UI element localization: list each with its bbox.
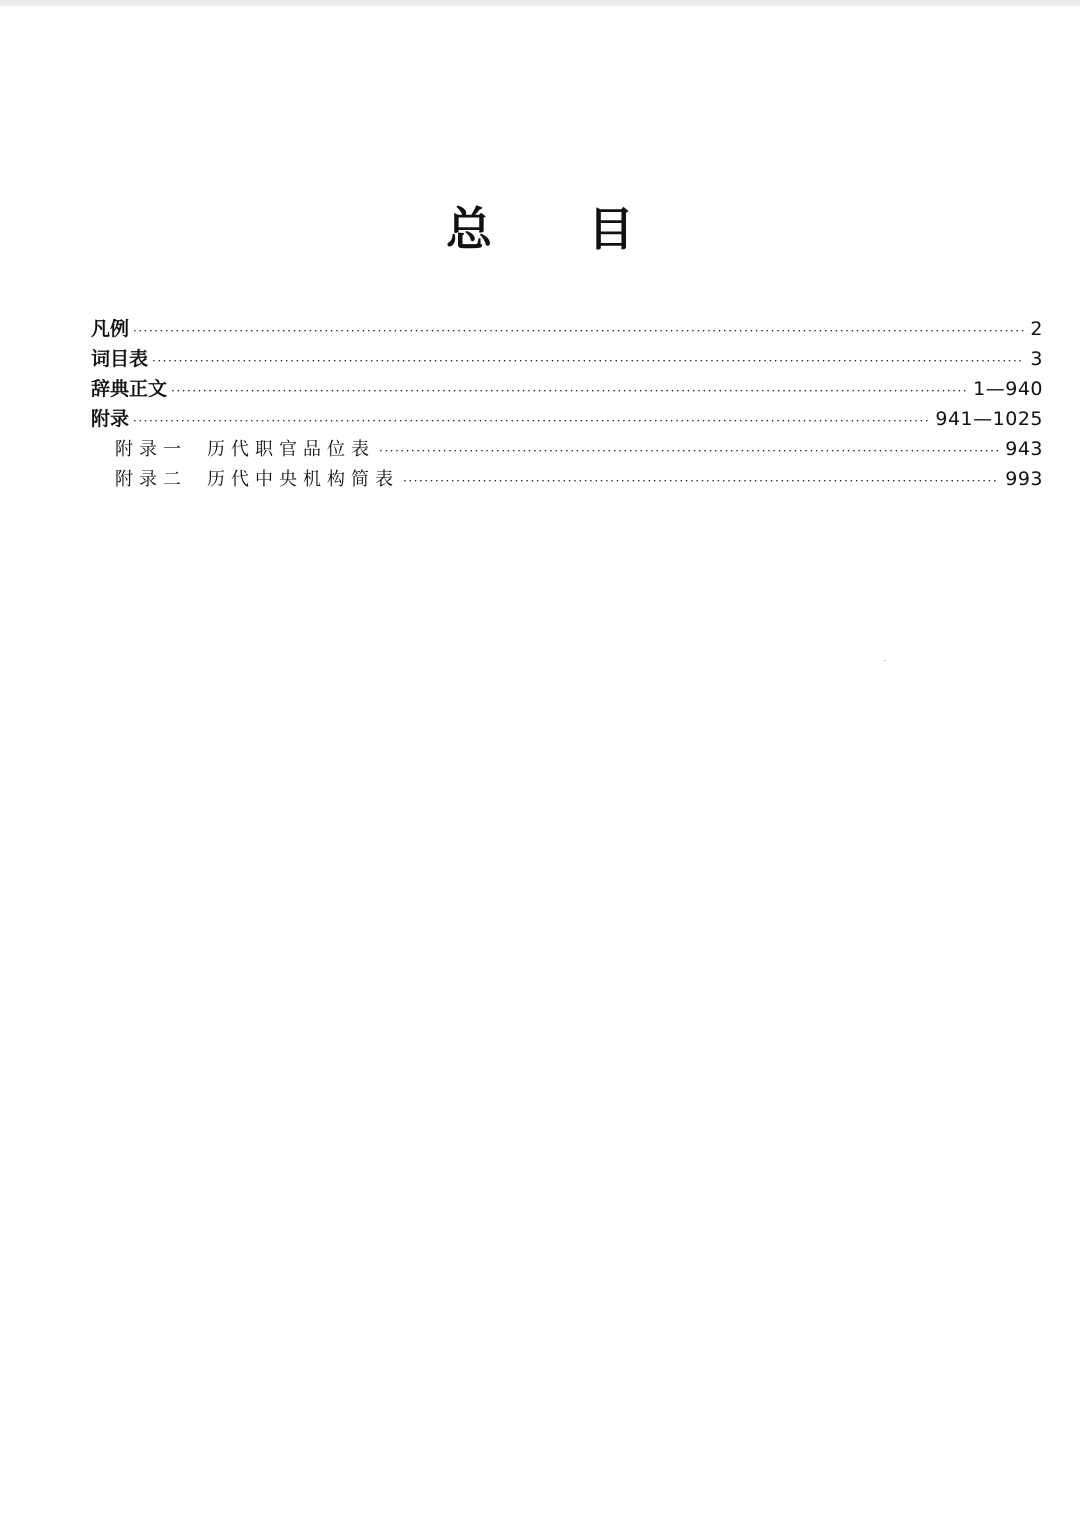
top-edge-strip bbox=[0, 0, 1080, 6]
toc-entry-label bbox=[115, 435, 375, 465]
toc-dot-leader bbox=[379, 436, 999, 466]
page-title-char-1: 总 bbox=[446, 202, 492, 256]
toc-entry-label: 凡例 bbox=[91, 318, 130, 340]
toc-dot-leader bbox=[171, 376, 967, 406]
toc-dot-leader bbox=[133, 316, 1024, 346]
toc-entry-page: 941—1025 bbox=[935, 408, 1043, 430]
toc-entry-page: 993 bbox=[1005, 468, 1043, 490]
toc-dot-leader bbox=[403, 466, 999, 496]
toc-entry-appendix[interactable] bbox=[91, 404, 1043, 434]
table-of-contents bbox=[91, 314, 1043, 494]
toc-entry-label: 词目表 bbox=[91, 348, 149, 370]
toc-entry-page: 1—940 bbox=[973, 378, 1043, 400]
toc-entry-main-text[interactable] bbox=[91, 374, 1043, 404]
page-title-char-2: 目 bbox=[588, 202, 634, 256]
toc-entry-label: 附录 bbox=[91, 408, 130, 430]
toc-entry-label bbox=[115, 465, 399, 495]
scan-speck bbox=[884, 660, 886, 661]
toc-dot-leader bbox=[133, 406, 929, 436]
toc-entry-label: 辞典正文 bbox=[91, 378, 168, 400]
toc-entry-title: 历代中央机构简表 bbox=[207, 469, 399, 490]
page-title bbox=[0, 196, 1080, 262]
toc-entry-page: 2 bbox=[1030, 318, 1043, 340]
toc-entry-title: 历代职官品位表 bbox=[207, 439, 375, 460]
toc-entry-prefix: 附录一 bbox=[115, 439, 187, 460]
toc-entry-appendix-2[interactable] bbox=[91, 464, 1043, 494]
toc-entry-appendix-1[interactable] bbox=[91, 434, 1043, 464]
toc-entry-ciMuBiao[interactable] bbox=[91, 344, 1043, 374]
toc-entry-prefix: 附录二 bbox=[115, 469, 187, 490]
toc-entry-page: 3 bbox=[1030, 348, 1043, 370]
toc-entry-fanli[interactable] bbox=[91, 314, 1043, 344]
toc-dot-leader bbox=[152, 346, 1024, 376]
toc-entry-page: 943 bbox=[1005, 438, 1043, 460]
